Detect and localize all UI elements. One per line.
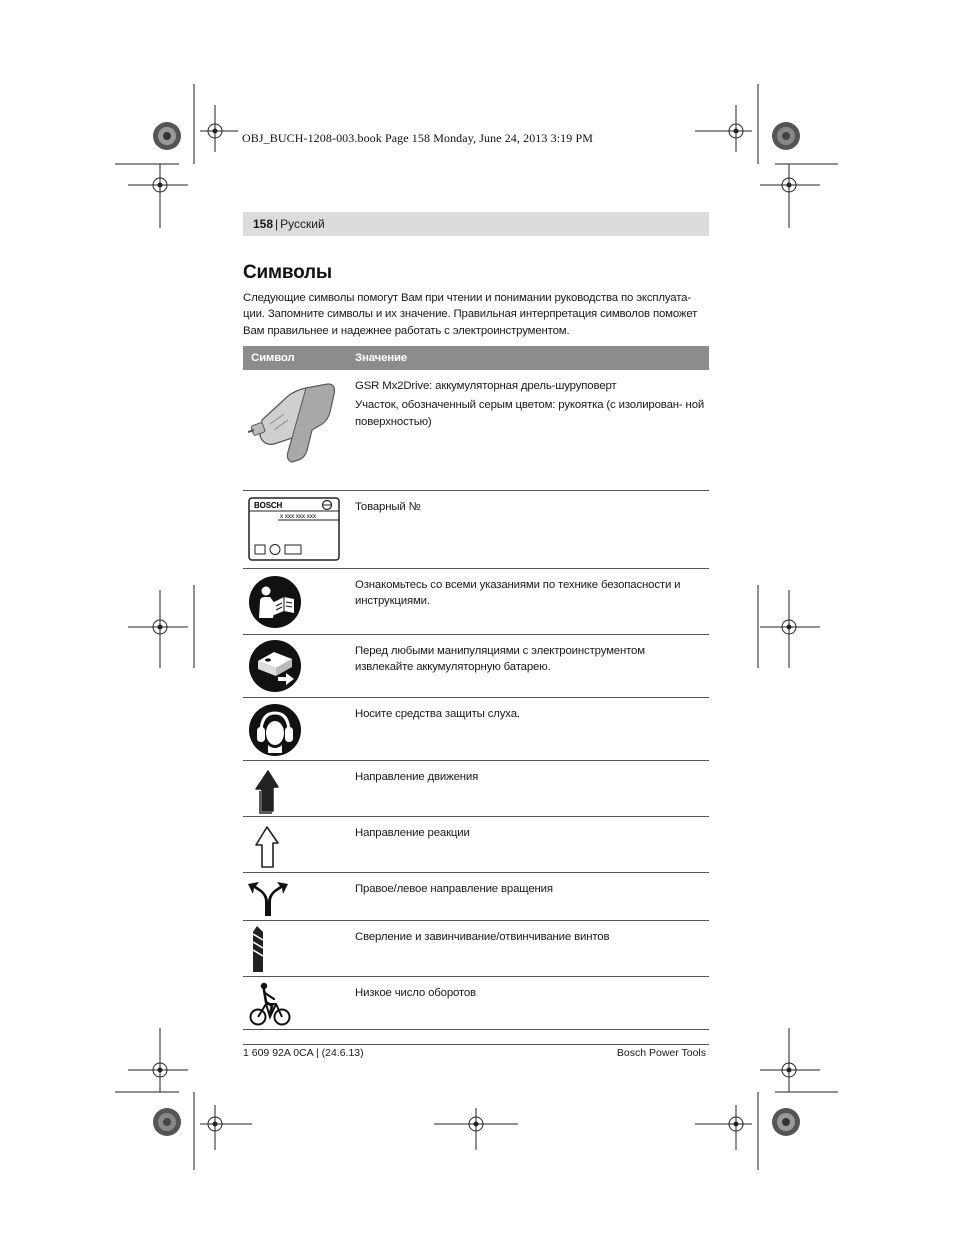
meaning-text: Сверление и завинчивание/отвинчивание винтов: [355, 930, 610, 943]
symbol-cell: [243, 697, 355, 760]
print-line: OBJ_BUCH-1208-003.book Page 158 Monday, June 24, 2013 3:19 PM: [242, 131, 593, 145]
table-row: [243, 697, 709, 760]
symbol-cell: [243, 976, 355, 1029]
intro-line: ции. Запомните символы и их значение. Правильная интерпретация символов поможет: [243, 308, 698, 321]
rotation-direction-icon: [248, 878, 288, 918]
symbols-table: [243, 346, 709, 1030]
meaning-cell: [355, 976, 709, 1029]
footer-divider: [243, 1044, 709, 1045]
meaning-note: Участок, обозначенный серым цветом: рукоятка (с изолирован- ной поверхностью): [355, 399, 705, 428]
intro-line: Вам правильнее и надежнее работать с электроинструментом.: [243, 324, 570, 337]
footer-brand: Bosch Power Tools: [616, 1047, 706, 1059]
meaning-text: GSR Mx2Drive: аккумуляторная дрель-шуруповерт: [355, 380, 617, 392]
meaning-text: Направление движения: [355, 770, 479, 783]
symbol-cell: [243, 634, 355, 697]
footer-doc-number: 1 609 92A 0CA | (24.6.13): [243, 1047, 364, 1059]
meaning-text: Правое/левое направление вращения: [355, 882, 553, 895]
meaning-cell: [355, 490, 709, 568]
meaning-text: Низкое число оборотов: [355, 986, 476, 999]
intro-paragraph: [243, 290, 713, 339]
meaning-text: Перед любыми манипуляциями с электроинструментом извлекайте аккумуляторную батарею.: [355, 644, 645, 673]
meaning-text: Ознакомьтесь со всеми указаниями по технике безопасности и инструкциями.: [355, 578, 681, 607]
symbol-cell: [243, 490, 355, 568]
meaning-cell: [355, 370, 709, 490]
meaning-cell: [355, 920, 709, 976]
symbol-cell: [243, 920, 355, 976]
table-row: [243, 816, 709, 872]
table-row: [243, 920, 709, 976]
table-row: [243, 370, 709, 490]
meaning-text: Носите средства защиты слуха.: [355, 707, 520, 720]
read-manual-icon: [248, 575, 302, 629]
drill-bit-icon: [251, 926, 265, 972]
cyclist-low-speed-icon: [248, 982, 292, 1026]
column-header-meaning: Значение: [355, 346, 709, 370]
remove-battery-icon: [248, 639, 302, 693]
table-row: [243, 872, 709, 920]
section-title: Символы: [243, 262, 332, 283]
hearing-protection-icon: [248, 703, 302, 757]
symbol-cell: [243, 370, 355, 490]
symbol-cell: [243, 816, 355, 872]
meaning-cell: [355, 634, 709, 697]
meaning-cell: [355, 697, 709, 760]
header-language: Русский: [280, 217, 325, 231]
reaction-arrow-outline-icon: [252, 825, 282, 871]
table-row: [243, 634, 709, 697]
page-number: 158: [253, 217, 274, 231]
motion-arrow-filled-icon: [252, 769, 282, 815]
symbol-cell: [243, 872, 355, 920]
table-row: [243, 976, 709, 1029]
table-row: [243, 760, 709, 816]
page-header: [243, 212, 709, 236]
table-row: [243, 490, 709, 568]
symbol-cell: [243, 568, 355, 634]
nameplate-icon: [248, 497, 340, 563]
table-row: [243, 568, 709, 634]
table-header-row: [243, 346, 709, 370]
column-header-symbol: Символ: [243, 346, 355, 370]
meaning-text: Направление реакции: [355, 826, 470, 839]
intro-line: Следующие символы помогут Вам при чтении и понимании руководства по эксплуата-: [243, 292, 692, 304]
nameplate-brand: BOSCH: [254, 500, 283, 510]
symbol-cell: [243, 760, 355, 816]
meaning-text: Товарный №: [355, 500, 421, 513]
drill-driver-icon: [248, 374, 343, 474]
meaning-cell: [355, 760, 709, 816]
meaning-cell: [355, 568, 709, 634]
nameplate-number: x xxx xxx xxx: [280, 512, 316, 520]
header-separator: |: [275, 217, 279, 231]
meaning-cell: [355, 816, 709, 872]
meaning-cell: [355, 872, 709, 920]
